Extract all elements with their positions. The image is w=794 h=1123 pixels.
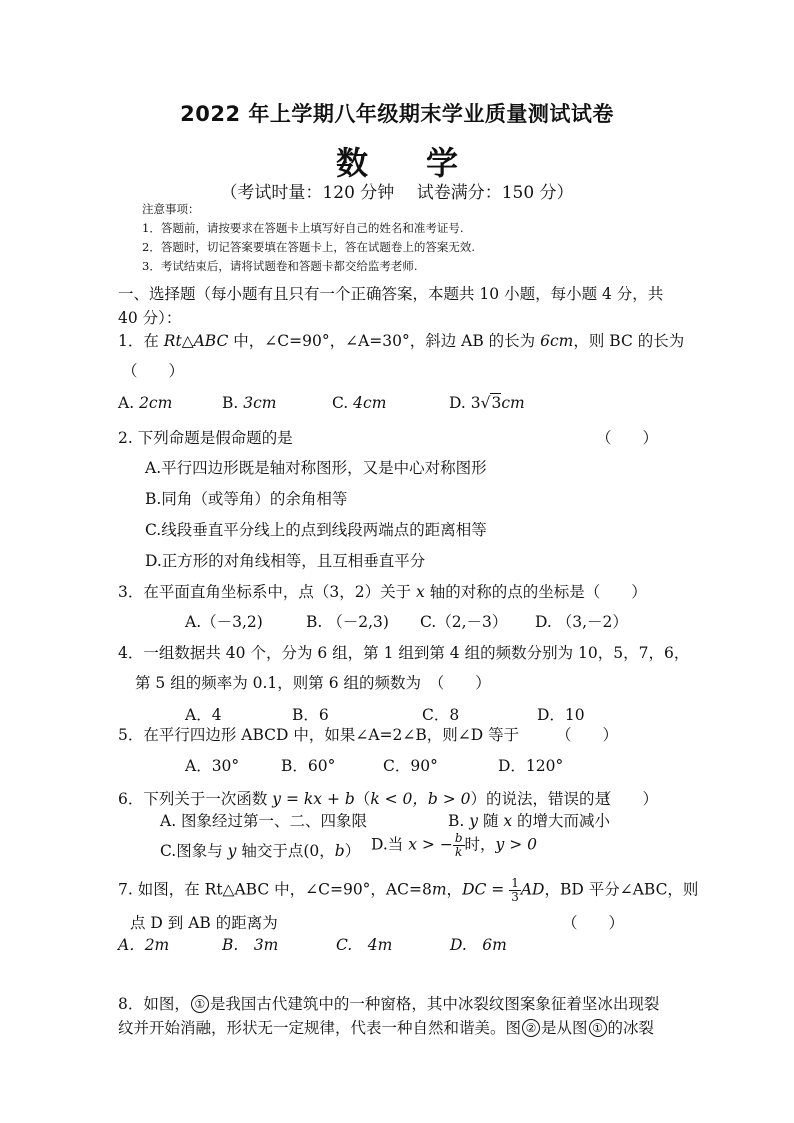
q7-option-b: B. 3m	[222, 936, 279, 954]
q1-num: 1．在	[118, 332, 164, 350]
q8-line2-a: 纹并开始消融，形状无一定规律，代表一种自然和谐美。图	[118, 1019, 522, 1037]
q7-unit: m	[431, 880, 447, 899]
q7-stem-a: 7. 如图，在 Rt△ABC 中，∠C=90°，AC=8	[118, 880, 432, 899]
q5-option-a: A．30°	[185, 757, 240, 775]
q2-option-c: C.线段垂直平分线上的点到线段两端点的距离相等	[145, 521, 487, 539]
q2-option-d: D.正方形的对角线相等，且互相垂直平分	[145, 552, 426, 570]
q1-opt-d-unit: cm	[501, 394, 525, 412]
question-3-stem	[118, 580, 647, 602]
q2-paren: （ ）	[596, 429, 659, 447]
q7-option-d: D. 6m	[450, 936, 507, 954]
q6-function: y = kx + b	[272, 790, 355, 808]
q6-opt-b-a: B.	[448, 812, 470, 830]
exam-title: 2022 年上学期八年级期末学业质量测试试卷	[180, 102, 614, 126]
q6-stem-b: （	[354, 790, 371, 808]
q6-opt-b-c: 的增大而减小	[512, 812, 611, 830]
q1-stem-c: ，则 BC 的长为	[573, 332, 685, 350]
q6-opt-c-var2: b	[334, 842, 345, 860]
q6-condition: k < 0，b > 0	[370, 790, 471, 808]
notes-heading: 注意事项：	[142, 202, 200, 216]
q6-opt-d-a: D.当	[371, 835, 409, 854]
q1-opt-b-value: 3cm	[243, 394, 277, 412]
q5-option-b: B．60°	[281, 757, 336, 775]
q6-paren: （ ）	[596, 790, 659, 808]
q6-stem-a: 6．下列关于一次函数	[118, 790, 273, 808]
q7-ad: AD	[520, 880, 545, 899]
q6-option-b	[448, 809, 610, 831]
q7-option-c: C. 4m	[336, 936, 393, 954]
q6-option-d	[371, 832, 537, 859]
q4-option-b: B．6	[292, 706, 329, 724]
q7-stem-b: ，	[446, 880, 463, 899]
exam-info: （考试时量：120 分钟 试卷满分：150 分）	[220, 183, 574, 203]
question-7-stem	[118, 877, 698, 904]
q7-fraction	[509, 877, 521, 904]
q2-option-a: A.平行四边形既是轴对称图形，又是中心对称图形	[145, 459, 487, 477]
q6-opt-d-fraction	[453, 832, 465, 859]
q1-opt-a-label: A.	[118, 394, 140, 412]
q1-stem-b: 中，∠C=90°，∠A=30°，斜边 AB 的长为	[228, 332, 541, 350]
q1-triangle: Rt△ABC	[163, 332, 229, 350]
q3-option-c: C.（2,－3）	[420, 613, 508, 631]
q8-circled-3: ①	[589, 1019, 607, 1037]
q7-paren: （ ）	[562, 914, 625, 932]
q1-paren: （ ）	[122, 362, 185, 380]
q3-option-d: D. （3,－2）	[535, 613, 628, 631]
question-4-stem-line2: 第 5 组的频率为 0.1，则第 6 组的频数为 （ ）	[135, 674, 491, 692]
q6-opt-d-b: 时，	[464, 835, 496, 854]
q6-opt-b-b: 随	[478, 812, 504, 830]
q6-opt-c-a: C.图象与	[160, 842, 228, 860]
q6-frac-den: k	[455, 845, 463, 859]
q6-opt-d-result: y > 0	[495, 835, 537, 854]
question-2-stem: 2. 下列命题是假命题的是	[118, 429, 293, 447]
q8-circled-1: ①	[191, 995, 209, 1013]
q3-option-b: B. （－2,3)	[306, 613, 389, 631]
q3-var-x: x	[416, 583, 425, 601]
question-5-stem: 5．在平行四边形 ABCD 中，如果∠A=2∠B，则∠D 等于	[118, 726, 520, 744]
q1-opt-d-label: D. 3	[449, 394, 481, 412]
q1-option-c	[332, 394, 386, 412]
q8-line2-b: 是从图	[541, 1019, 588, 1037]
q5-paren: （ ）	[556, 726, 619, 744]
q1-opt-b-label: B.	[222, 394, 244, 412]
q6-opt-b-var: y	[469, 812, 479, 830]
q3-option-a: A.（－3,2)	[185, 613, 263, 631]
note-item-2: 2．答题时，切记答案要填在答题卡上，答在试题卷上的答案无效.	[142, 240, 475, 254]
q1-option-b	[222, 394, 277, 412]
subject-title: 数学	[335, 144, 516, 182]
section-heading-line1: 一、选择题（每小题有且只有一个正确答案，本题共 10 小题，每小题 4 分，共	[118, 285, 664, 303]
q1-option-d: D. 3√3cm	[449, 394, 525, 412]
q6-opt-b-var2: x	[503, 812, 513, 830]
note-item-1: 1．答题前，请按要求在答题卡上填写好自己的姓名和准考证号.	[142, 221, 464, 235]
note-item-3: 3．考试结束后，请将试题卷和答题卡都交给监考老师.	[142, 259, 418, 273]
q7-dc: DC =	[462, 880, 510, 899]
q8-circled-2: ②	[522, 1019, 540, 1037]
q6-opt-c-var: y	[227, 842, 237, 860]
question-7-stem-line2: 点 D 到 AB 的距离为	[130, 914, 278, 932]
question-1-stem	[118, 329, 684, 351]
q7-option-a: A．2m	[118, 936, 170, 954]
q4-option-a: A．4	[185, 706, 222, 724]
q1-opt-c-value: 4cm	[353, 394, 387, 412]
q6-opt-c-b: 轴交于点(0，	[236, 842, 335, 860]
q6-option-a: A. 图象经过第一、二、四象限	[160, 812, 368, 830]
q3-stem-a: 3．在平面直角坐标系中，点（3，2）关于	[118, 583, 417, 601]
q6-option-c	[160, 839, 360, 861]
section-heading-line2: 40 分）：	[118, 309, 182, 327]
q4-option-c: C．8	[422, 706, 460, 724]
q6-stem-c: ）的说法，错误的是	[470, 790, 611, 808]
question-4-stem-line1: 4．一组数据共 40 个，分为 6 组，第 1 组到第 4 组的频数分别为 10，5，7，6，	[118, 644, 690, 662]
q7-stem-c: ，BD 平分∠ABC，则	[544, 880, 699, 899]
q8-line2-c: 的冰裂	[607, 1019, 655, 1037]
q8-line1-b: 是我国古代建筑中的一种窗格，其中冰裂纹图案象征着坚冰出现裂	[209, 995, 660, 1013]
q6-opt-c-c: ）	[344, 842, 361, 860]
question-8-line2	[118, 1016, 654, 1038]
q8-line1-a: 8．如图，	[118, 995, 190, 1013]
q1-opt-a-value: 2cm	[139, 394, 173, 412]
q1-option-a	[118, 394, 172, 412]
question-6-stem	[118, 787, 610, 809]
q2-option-b: B.同角（或等角）的余角相等	[145, 490, 348, 508]
q1-opt-d-root: 3	[491, 394, 502, 412]
question-8-line1	[118, 992, 659, 1014]
q7-frac-num: 1	[511, 876, 519, 890]
q3-stem-b: 轴的对称的点的坐标是（ ）	[424, 583, 647, 601]
q1-opt-c-label: C.	[332, 394, 354, 412]
q4-option-d: D．10	[537, 706, 585, 724]
q6-frac-num: b	[454, 831, 463, 845]
q7-frac-den: 3	[511, 890, 519, 904]
q5-option-d: D．120°	[498, 757, 564, 775]
q5-option-c: C．90°	[383, 757, 438, 775]
q1-length: 6cm	[540, 332, 574, 350]
q6-opt-d-ineq: x > −	[408, 835, 453, 854]
